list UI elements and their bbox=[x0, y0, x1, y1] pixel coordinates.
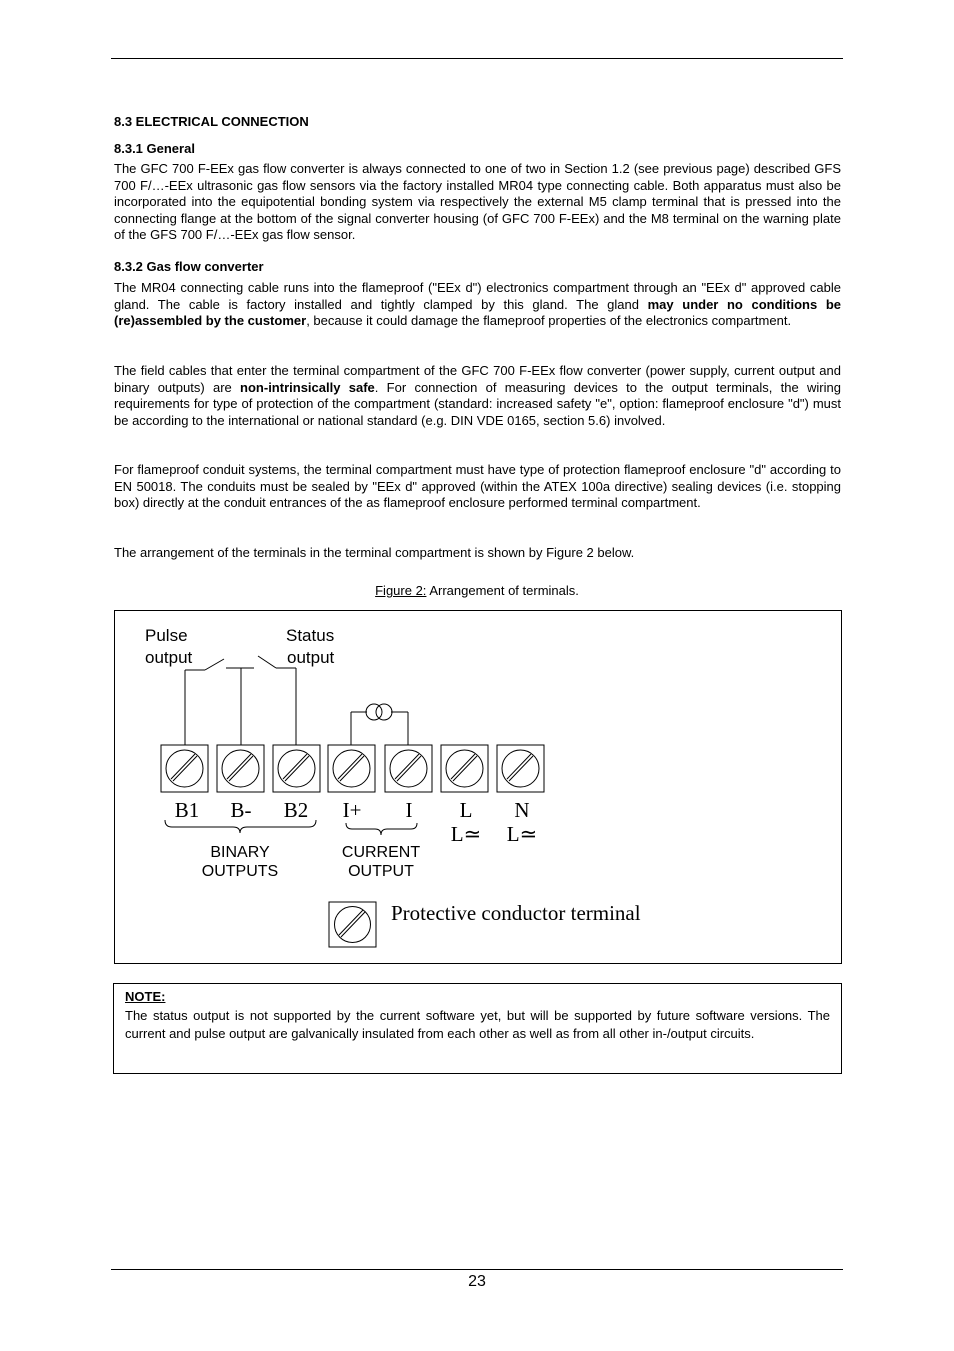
terminal-screw-i-icon bbox=[385, 745, 432, 792]
converter-paragraph-2: The field cables that enter the terminal compartment of the GFC 700 F-EEx flow converter (power supply, current output and binary outputs) are non-intrinsically safe. For connection of measuring devices to the output terminals, the wiring requirements for type of protection of the compartment (standard: increased safety "e", option: flameproof enclosure "d") must be according to the international or national standard (e.g. DIN VDE 0165, section 5.6) involved. bbox=[114, 363, 841, 428]
current-output-label-line2: OUTPUT bbox=[348, 863, 414, 880]
binary-outputs-label-line1: BINARY bbox=[210, 844, 270, 861]
terminal-label-l: L bbox=[459, 798, 473, 822]
current-output-label-line1: CURRENT bbox=[341, 844, 421, 861]
subsection-general-heading: 8.3.1 General bbox=[114, 141, 195, 156]
figure-caption bbox=[0, 583, 954, 598]
pulse-label-line2: output bbox=[145, 648, 193, 667]
converter-paragraph-1: The MR04 connecting cable runs into the flameproof ("EEx d") electronics compartment through an "EEx d" approved cable gland. The cable is factory installed and tightly clamped by this gland. The gland may under no conditions be (re)assembled by the customer, because it could damage the flameproof properties of the electronics compartment. bbox=[114, 280, 841, 329]
switch-wiring bbox=[185, 656, 296, 745]
pulse-label-line1: Pulse bbox=[145, 626, 188, 645]
header-rule bbox=[111, 58, 843, 59]
terminal-screw-b1-icon bbox=[161, 745, 208, 792]
note-box bbox=[113, 983, 842, 1074]
terminal-screw-b2-icon bbox=[273, 745, 320, 792]
figure-caption-text: Arrangement of terminals. bbox=[426, 583, 579, 598]
terminal-screw-l-icon bbox=[441, 745, 488, 792]
protective-terminal-label: Protective conductor terminal bbox=[391, 901, 641, 925]
footer-rule bbox=[111, 1269, 843, 1270]
terminal-label-b1: B1 bbox=[174, 798, 200, 822]
section-heading: 8.3 ELECTRICAL CONNECTION bbox=[114, 114, 309, 129]
terminal-screw-n-icon bbox=[497, 745, 544, 792]
converter-paragraph-4: The arrangement of the terminals in the terminal compartment is shown by Figure 2 below. bbox=[114, 545, 635, 560]
terminal-label-n: N bbox=[514, 798, 530, 822]
protective-terminal-icon bbox=[329, 902, 376, 947]
terminal-screw-i-plus-icon bbox=[328, 745, 375, 792]
converter-paragraph-3: For flameproof conduit systems, the terminal compartment must have type of protection flameproof enclosure "d" according to EN 50018. The conduits must be sealed by "EEx d" approved (within the ATEX 100a directive) sealing devices (i.e. stopping box) directly at the conduit entrances of the as flameproof enclosure performed terminal compartment. bbox=[114, 462, 841, 511]
terminal-diagram bbox=[115, 611, 843, 965]
terminal-label-i-plus: I+ bbox=[342, 798, 362, 822]
terminal-blocks bbox=[161, 745, 544, 792]
figure-caption-label: Figure 2: bbox=[375, 583, 427, 598]
terminal-label-b-minus: B- bbox=[230, 798, 252, 822]
subsection-converter-heading: 8.3.2 Gas flow converter bbox=[114, 259, 264, 274]
note-title: NOTE: bbox=[125, 989, 166, 1004]
terminal-label-i: I bbox=[405, 798, 413, 822]
terminal-sublabel-l: L≃ bbox=[450, 822, 482, 846]
terminal-arrangement-figure bbox=[114, 610, 842, 964]
status-label-line2: output bbox=[287, 648, 335, 667]
binary-outputs-label-line2: OUTPUTS bbox=[201, 863, 279, 880]
terminal-screw-b-minus-icon bbox=[217, 745, 264, 792]
terminal-sublabel-n: L≃ bbox=[506, 822, 538, 846]
general-paragraph: The GFC 700 F-EEx gas flow converter is always connected to one of two in Section 1.2 (see previous page) described GFS 700 F/…-EEx ultrasonic gas flow sensors via the factory installed MR04 type connecting cable. Both apparatus must also be incorporated into the equipotential bonding system via respectively the external M5 clamp terminal that is pressed into the connecting flange at the bottom of the signal converter housing (of GFC 700 F-EEx) and the M8 terminal on the warning plate of the GFS 700 F/…-EEx gas flow sensor. bbox=[114, 161, 841, 243]
current-coil-icon bbox=[351, 704, 408, 745]
terminal-label-b2: B2 bbox=[283, 798, 309, 822]
status-label-line1: Status bbox=[286, 626, 335, 645]
page-number: 23 bbox=[468, 1273, 486, 1290]
note-text: The status output is not supported by the current software yet, but will be supported by future software versions. The current and pulse output are galvanically insulated from each other as well as from all other in-/output circuits. bbox=[125, 1008, 830, 1041]
current-brace bbox=[346, 823, 417, 835]
